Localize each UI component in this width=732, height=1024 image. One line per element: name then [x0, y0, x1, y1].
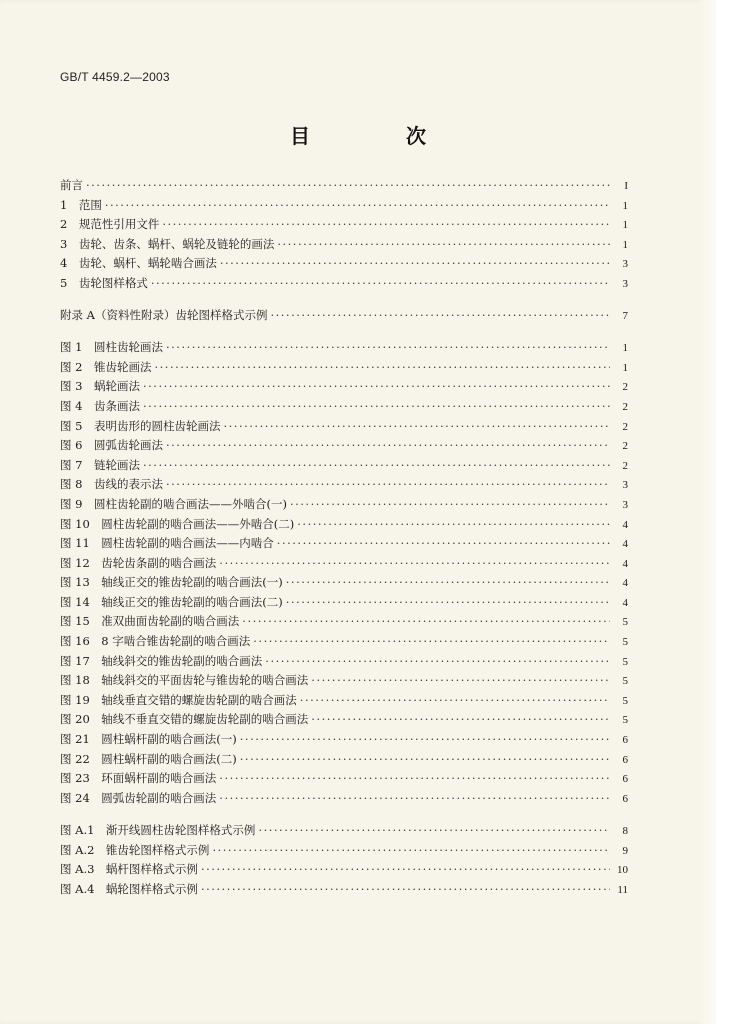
- dot-leader: [154, 358, 610, 378]
- toc-entry[interactable]: [60, 573, 628, 593]
- dot-leader: [242, 612, 610, 632]
- dot-leader: [201, 860, 610, 880]
- toc-entry-page: 5: [622, 616, 628, 629]
- toc-entry[interactable]: [60, 860, 628, 880]
- page-title: 目 次: [290, 124, 464, 148]
- dot-leader: [300, 691, 610, 711]
- toc-entry[interactable]: [60, 841, 628, 861]
- toc-entry-label: 图 13 轴线正交的锥齿轮副的啮合画法(一): [60, 575, 283, 590]
- toc-entry[interactable]: [60, 196, 628, 216]
- toc-entry-page: 4: [622, 557, 628, 570]
- toc-entry-page: 2: [622, 400, 628, 413]
- toc-entry[interactable]: [60, 456, 628, 476]
- toc-entry-label: 图 23 环面蜗杆副的啮合画法: [60, 771, 217, 786]
- toc-entry-page: 4: [622, 538, 628, 551]
- toc-entry[interactable]: [60, 397, 628, 417]
- toc-entry-label: 附录 A（资料性附录）齿轮图样格式示例: [60, 308, 268, 323]
- toc-entry-page: 5: [622, 655, 628, 668]
- toc-entry-label: 图 3 蜗轮画法: [60, 379, 140, 394]
- dot-leader: [143, 397, 610, 417]
- toc-entry[interactable]: [60, 338, 628, 358]
- toc-entry-label: 图 5 表明齿形的圆柱齿轮画法: [60, 418, 221, 433]
- dot-leader: [166, 475, 610, 495]
- toc-entry-label: 图 15 准双曲面齿轮副的啮合画法: [60, 614, 240, 629]
- dot-leader: [311, 671, 610, 691]
- toc-entry-label: 图 A.4 蜗轮图样格式示例: [60, 881, 198, 896]
- toc-entry[interactable]: [60, 274, 628, 294]
- toc-entry-label: 图 19 轴线垂直交错的螺旋齿轮副的啮合画法: [60, 692, 297, 707]
- dot-leader: [166, 338, 610, 358]
- toc-entry[interactable]: [60, 235, 628, 255]
- dot-leader: [86, 176, 610, 196]
- toc-entry-page: 6: [622, 773, 628, 786]
- toc-entry[interactable]: [60, 730, 628, 750]
- toc-entry-label: 图 21 圆柱蜗杆副的啮合画法(一): [60, 732, 237, 747]
- dot-leader: [151, 274, 610, 294]
- toc-entry-label: 前言: [60, 178, 83, 192]
- toc-entry-label: 图 20 轴线不垂直交错的螺旋齿轮副的啮合画法: [60, 712, 309, 727]
- dot-leader: [201, 880, 610, 900]
- toc-entry-page: 5: [622, 694, 628, 707]
- toc-entry-label: 图 24 圆弧齿轮副的啮合画法: [60, 790, 217, 805]
- toc-entry-page: 1: [622, 342, 628, 355]
- toc-entry[interactable]: [60, 176, 628, 196]
- toc-entry-label: 图 1 圆柱齿轮画法: [60, 340, 163, 355]
- section-gap: [60, 294, 628, 307]
- toc-entry-page: 2: [622, 440, 628, 453]
- toc-entry-label: 图 18 轴线斜交的平面齿轮与锥齿轮的啮合画法: [60, 673, 309, 688]
- toc-entry-page: 5: [622, 714, 628, 727]
- toc-entry-label: 3 齿轮、齿条、蜗杆、蜗轮及链轮的画法: [60, 236, 275, 251]
- toc-entry-page: 9: [622, 844, 628, 857]
- dot-leader: [219, 769, 610, 789]
- toc-entry-label: 图 7 链轮画法: [60, 457, 140, 472]
- dot-leader: [270, 306, 610, 326]
- toc-entry-label: 图 6 圆弧齿轮画法: [60, 438, 163, 453]
- toc-entry-label: 5 齿轮图样格式: [60, 275, 148, 290]
- toc-entry-page: I: [624, 180, 628, 192]
- toc-entry[interactable]: [60, 789, 628, 809]
- standard-number: GB/T 4459.2—2003: [60, 70, 170, 84]
- toc-entry-page: 1: [622, 361, 628, 374]
- toc-entry-label: 图 16 8 字啮合锥齿轮副的啮合画法: [60, 634, 251, 649]
- dot-leader: [290, 495, 610, 515]
- dot-leader: [240, 730, 610, 750]
- toc-entry-page: 11: [617, 883, 628, 896]
- toc-entry-page: 5: [622, 636, 628, 649]
- toc-entry[interactable]: [60, 495, 628, 515]
- dot-leader: [311, 710, 610, 730]
- toc-entry-label: 2 规范性引用文件: [60, 217, 160, 232]
- toc-entry-label: 图 10 圆柱齿轮副的啮合画法——外啮合(二): [60, 516, 295, 531]
- toc-entry-label: 图 A.2 锥齿轮图样格式示例: [60, 842, 210, 857]
- toc-entry[interactable]: [60, 358, 628, 378]
- dot-leader: [265, 652, 610, 672]
- dot-leader: [212, 841, 610, 861]
- toc-entry[interactable]: [60, 821, 628, 841]
- toc-entry[interactable]: [60, 554, 628, 574]
- toc-entry-label: 1 范围: [60, 197, 102, 212]
- dot-leader: [258, 821, 610, 841]
- toc-entry[interactable]: [60, 436, 628, 456]
- toc-entry-label: 图 4 齿条画法: [60, 398, 140, 413]
- toc-entry-page: 2: [622, 459, 628, 472]
- toc-entry-page: 2: [622, 420, 628, 433]
- toc-entry[interactable]: [60, 691, 628, 711]
- toc-entry-page: 3: [622, 498, 628, 511]
- toc-entry-label: 图 8 齿线的表示法: [60, 477, 163, 492]
- dot-leader: [253, 632, 610, 652]
- toc-entry-label: 图 A.3 蜗杆图样格式示例: [60, 862, 198, 877]
- dot-leader: [240, 750, 610, 770]
- toc-entry[interactable]: [60, 880, 628, 900]
- toc-entry-label: 图 14 轴线正交的锥齿轮副的啮合画法(二): [60, 594, 283, 609]
- toc-entry[interactable]: [60, 377, 628, 397]
- dot-leader: [223, 417, 610, 437]
- toc-entry-label: 图 12 齿轮齿条副的啮合画法: [60, 555, 217, 570]
- toc-entry-page: 8: [622, 824, 628, 837]
- toc-entry-page: 5: [622, 675, 628, 688]
- dot-leader: [166, 436, 610, 456]
- toc-entry[interactable]: [60, 215, 628, 235]
- toc-entry-page: 3: [622, 479, 628, 492]
- toc-entry[interactable]: [60, 612, 628, 632]
- table-of-contents: [60, 176, 628, 899]
- toc-entry[interactable]: [60, 515, 628, 535]
- toc-entry-page: 3: [622, 258, 628, 271]
- dot-leader: [220, 254, 610, 274]
- dot-leader: [105, 196, 610, 216]
- toc-entry[interactable]: [60, 671, 628, 691]
- dot-leader: [286, 593, 610, 613]
- toc-entry-page: 6: [622, 792, 628, 805]
- dot-leader: [143, 456, 610, 476]
- toc-entry[interactable]: [60, 710, 628, 730]
- toc-entry-page: 6: [622, 753, 628, 766]
- toc-entry-page: 4: [622, 577, 628, 590]
- toc-entry[interactable]: [60, 652, 628, 672]
- toc-entry[interactable]: [60, 306, 628, 326]
- toc-entry-label: 图 2 锥齿轮画法: [60, 359, 152, 374]
- toc-entry-label: 图 17 轴线斜交的锥齿轮副的啮合画法: [60, 653, 263, 668]
- dot-leader: [162, 215, 610, 235]
- toc-entry[interactable]: [60, 417, 628, 437]
- toc-entry-page: 6: [622, 734, 628, 747]
- section-gap: [60, 326, 628, 339]
- dot-leader: [219, 789, 610, 809]
- toc-entry[interactable]: [60, 475, 628, 495]
- dot-leader: [277, 235, 610, 255]
- toc-entry-page: 1: [622, 219, 628, 232]
- section-gap: [60, 808, 628, 821]
- toc-entry[interactable]: [60, 534, 628, 554]
- dot-leader: [277, 534, 610, 554]
- toc-entry[interactable]: [60, 593, 628, 613]
- toc-entry-label: 图 A.1 渐开线圆柱齿轮图样格式示例: [60, 822, 256, 837]
- toc-entry[interactable]: [60, 254, 628, 274]
- dot-leader: [297, 515, 610, 535]
- toc-entry-page: 4: [622, 596, 628, 609]
- toc-entry-page: 1: [622, 238, 628, 251]
- dot-leader: [143, 377, 610, 397]
- toc-entry-page: 1: [622, 199, 628, 212]
- dot-leader: [219, 554, 610, 574]
- toc-entry-label: 图 22 圆柱蜗杆副的啮合画法(二): [60, 751, 237, 766]
- toc-entry[interactable]: [60, 750, 628, 770]
- toc-entry-page: 10: [617, 864, 628, 877]
- toc-entry-page: 3: [622, 277, 628, 290]
- toc-entry-page: 7: [622, 310, 628, 323]
- toc-entry-page: 2: [622, 381, 628, 394]
- toc-entry-page: 4: [622, 518, 628, 531]
- toc-entry-label: 图 11 圆柱齿轮副的啮合画法——内啮合: [60, 536, 274, 551]
- toc-entry-label: 4 齿轮、蜗杆、蜗轮啮合画法: [60, 256, 217, 271]
- toc-entry[interactable]: [60, 632, 628, 652]
- dot-leader: [286, 573, 610, 593]
- toc-entry-label: 图 9 圆柱齿轮副的啮合画法——外啮合(一): [60, 496, 287, 511]
- toc-entry[interactable]: [60, 769, 628, 789]
